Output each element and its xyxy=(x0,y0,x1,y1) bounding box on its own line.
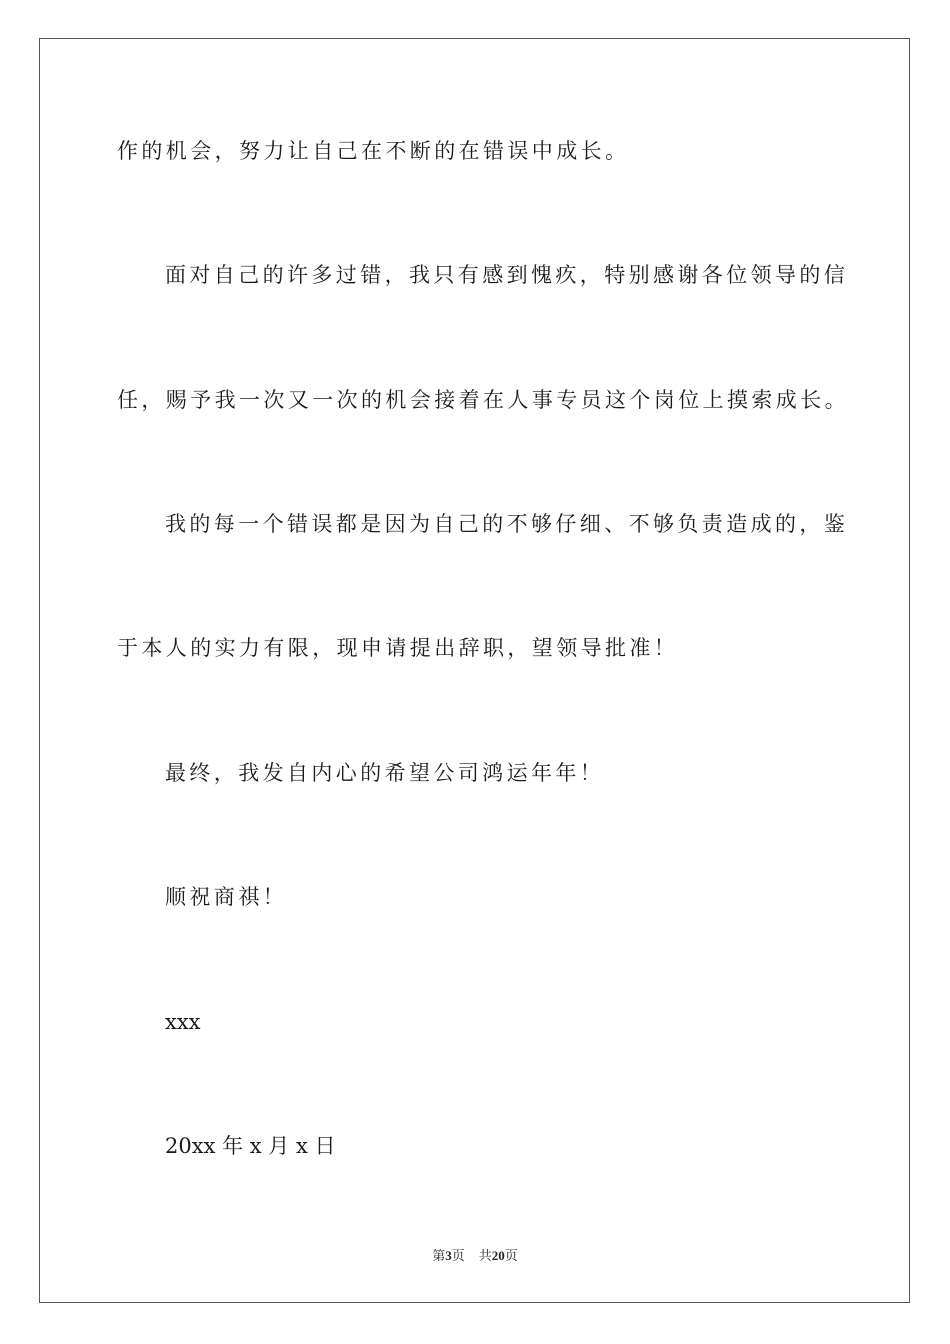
signature: xxx xyxy=(165,1010,201,1034)
page-border xyxy=(39,38,910,1303)
body-line-1: 作的机会，努力让自己在不断的在错误中成长。 xyxy=(117,139,630,163)
body-line-5: 于本人的实力有限，现申请提出辞职，望领导批准！ xyxy=(117,636,679,660)
footer-total-pages: 20 xyxy=(491,1248,505,1263)
body-line-4: 我的每一个错误都是因为自己的不够仔细、不够负责造成的，鉴 xyxy=(165,512,849,536)
footer-total-suffix: 页 xyxy=(504,1248,518,1263)
footer-page-suffix: 页 xyxy=(451,1248,465,1263)
body-line-2: 面对自己的许多过错，我只有感到愧疚，特别感谢各位领导的信 xyxy=(165,263,849,287)
page-footer xyxy=(0,1248,950,1264)
date-line: 20xx 年 x 月 x 日 xyxy=(165,1134,336,1158)
closing-wish: 最终，我发自内心的希望公司鸿运年年！ xyxy=(165,761,605,785)
footer-total-prefix: 共 xyxy=(478,1248,492,1263)
footer-page-prefix: 第 xyxy=(432,1248,446,1263)
footer-page-number: 3 xyxy=(445,1248,452,1263)
salutation: 顺祝商祺！ xyxy=(165,885,287,909)
body-line-3: 任，赐予我一次又一次的机会接着在人事专员这个岗位上摸索成长。 xyxy=(117,388,849,412)
